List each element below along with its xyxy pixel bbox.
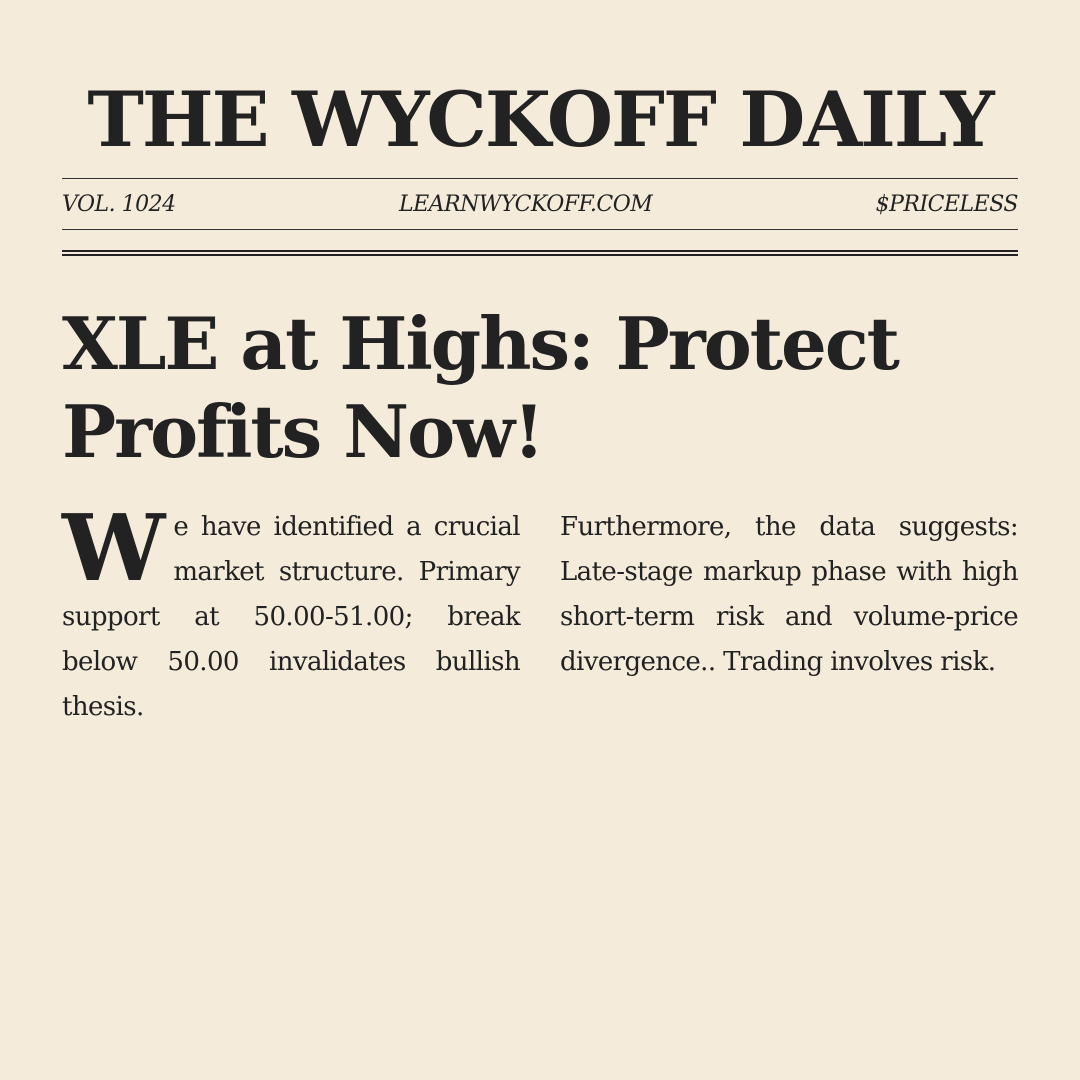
volume-label: VOL. 1024 xyxy=(62,191,176,217)
article-body xyxy=(62,494,1018,730)
article-column-left xyxy=(62,494,520,730)
article-column-right: Furthermore, the data suggests: Late-stage markup phase with high short-term risk and volume-price divergence.. Trading involves risk. xyxy=(560,512,1018,677)
newspaper-page xyxy=(62,0,1018,1080)
article-headline: XLE at Highs: Protect Profits Now! xyxy=(62,301,898,474)
masthead-info-bar xyxy=(62,178,1018,230)
masthead-title: THE WYCKOFF DAILY xyxy=(87,75,993,164)
website-label: LEARNWYCKOFF.COM xyxy=(398,191,653,217)
double-rule-divider xyxy=(62,250,1018,256)
drop-cap: W xyxy=(62,494,166,602)
price-label: $PRICELESS xyxy=(875,191,1018,217)
column-left-text: e have identified a crucial market structure. Primary support at 50.00-51.00; break below 50.00 invalidates bullish thesis. xyxy=(62,512,520,722)
